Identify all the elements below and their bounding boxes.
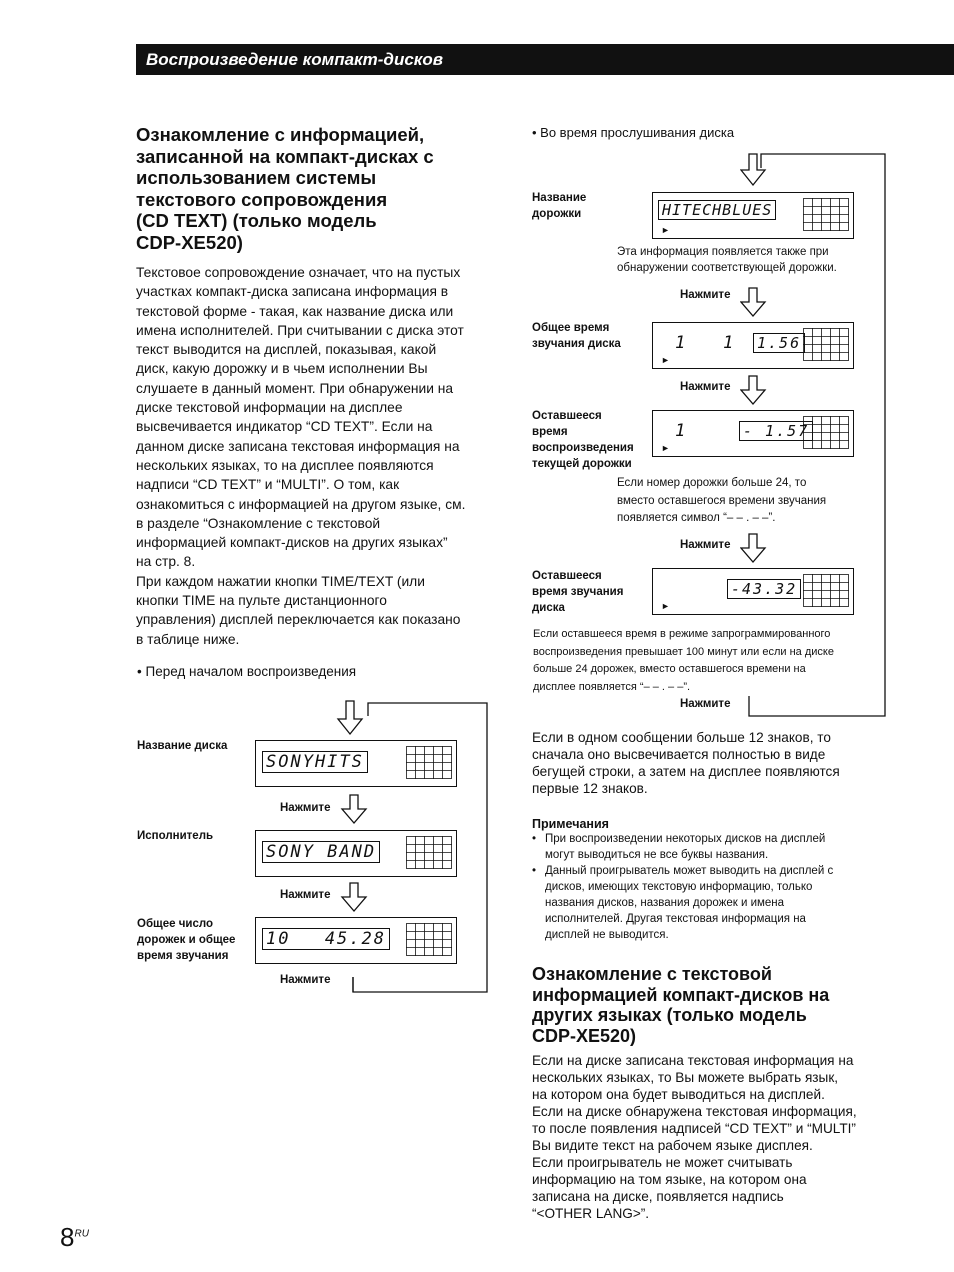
label-line: Общее время xyxy=(532,322,610,334)
heading-line: использованием системы xyxy=(136,167,377,188)
note-track-name xyxy=(617,244,837,276)
press-label: Нажмите xyxy=(280,889,331,901)
page-number-value: 8 xyxy=(60,1222,75,1252)
body-line: информацией компакт-дисков на других языках” xyxy=(136,535,448,551)
label-track-name xyxy=(532,190,586,222)
body-line: Вы видите текст на рабочем языке дисплея. xyxy=(532,1138,813,1153)
lcd-grid-icon xyxy=(803,416,849,449)
note-line: обнаружении соответствующей дорожки. xyxy=(617,262,837,274)
label-line: дорожек и общее xyxy=(137,934,236,946)
label-disc-remaining xyxy=(532,568,623,616)
body-line: в разделе “Ознакомление с текстовой xyxy=(136,515,381,531)
down-arrow-icon xyxy=(741,376,765,404)
press-label: Нажмите xyxy=(680,381,731,393)
lcd-time: 1.56 xyxy=(753,333,805,353)
lcd-track-number: 1 xyxy=(675,421,688,441)
body-line: бегущей строки, а затем на дисплее появляются xyxy=(532,764,840,779)
note-line: больше 24 дорожек, вместо оставшегося времени на xyxy=(533,663,806,675)
section2-heading xyxy=(532,964,912,1046)
down-arrow-icon xyxy=(741,534,765,562)
note-line: дисков, имеющих текстовую информацию, только xyxy=(545,881,813,893)
lcd-text: HITECHBLUES xyxy=(658,200,776,220)
lcd-grid-icon xyxy=(803,574,849,607)
lcd-grid-icon xyxy=(803,328,849,361)
lcd-text: SONYHITS xyxy=(262,751,368,773)
body-line: участках компакт-диска записана информация в xyxy=(136,284,449,300)
heading-line: текстового сопровождения xyxy=(136,188,388,210)
label-line: дорожки xyxy=(532,208,582,220)
scroll-text xyxy=(532,729,840,797)
lcd-track-number: 1 xyxy=(675,333,688,353)
note-line: появляется символ “– – . – –”. xyxy=(617,512,776,524)
heading-line: других языках (только модель xyxy=(532,1005,807,1025)
before-play-bullet-text: Перед началом воспроизведения xyxy=(145,664,357,679)
press-label: Нажмите xyxy=(680,539,731,551)
lcd-time: -43.32 xyxy=(727,579,801,599)
lcd-display-disc-remaining xyxy=(652,568,854,615)
label-total-disc-time xyxy=(532,320,621,352)
body-line: информацию на том языке, на котором она xyxy=(532,1172,807,1187)
before-play-bullet: • Перед началом воспроизведения xyxy=(137,664,357,679)
body-line: имена исполнителей. При считывании с диска этот xyxy=(136,322,464,338)
body-line: записана на диске, появляется надпись xyxy=(532,1189,784,1204)
down-arrow-icon xyxy=(741,288,765,316)
body-line: кнопки TIME на пульте дистанционного xyxy=(136,593,387,609)
body-line: При каждом нажатии кнопки TIME/TEXT (или xyxy=(136,573,425,589)
during-play-bullet: • Во время прослушивания диска xyxy=(532,125,735,140)
body-line: то после появления надписей “CD TEXT” и “MULTI” xyxy=(532,1121,856,1136)
play-indicator-icon: ► xyxy=(661,601,670,611)
body-line: на котором она будет выводиться на дисплей. xyxy=(532,1087,825,1102)
note-item xyxy=(532,831,892,863)
heading-line: Ознакомление с информацией, xyxy=(136,124,425,145)
lcd-display-track-name xyxy=(652,192,854,239)
label-total-tracks-time xyxy=(137,916,235,964)
lcd-display-elapsed xyxy=(652,322,854,369)
body-line: “<OTHER LANG>”. xyxy=(532,1206,650,1221)
body-line: на стр. 8. xyxy=(136,554,196,570)
press-label: Нажмите xyxy=(680,698,731,710)
note-line: дисплее появляется “– – . – –”. xyxy=(533,680,691,693)
note-line: Эта информация появляется также при xyxy=(617,246,829,258)
during-play-bullet-text: Во время прослушивания диска xyxy=(540,125,735,140)
lcd-grid-icon xyxy=(406,923,452,956)
page-number xyxy=(60,1222,89,1253)
page-language-suffix: RU xyxy=(74,1228,89,1240)
body-line: диск, какую дорожку и в чьем исполнении Вы xyxy=(136,361,428,377)
body-line: нескольких языках, то Вы можете выбрать язык, xyxy=(532,1070,839,1085)
note-track-remaining xyxy=(617,475,826,528)
label-line: Название xyxy=(532,192,587,204)
body-line: слушаете в данный момент. При обнаружении на xyxy=(136,380,454,396)
note-line: вместо оставшегося времени звучания xyxy=(617,494,827,507)
heading-line: CDP-XE520) xyxy=(136,231,243,253)
lcd-display-disc-name xyxy=(255,740,457,787)
press-label: Нажмите xyxy=(280,974,331,986)
lcd-time: - 1.57 xyxy=(739,421,813,441)
body-line: надписи “CD TEXT” и “MULTI”. О том, как xyxy=(136,477,400,493)
heading-line: записанной на компакт-дисках с xyxy=(136,145,434,167)
body-line: Текстовое сопровождение означает, что на пустых xyxy=(136,265,461,280)
heading-line: CDP-XE520) xyxy=(532,1025,637,1046)
play-indicator-icon: ► xyxy=(661,443,670,453)
label-disc-name: Название диска xyxy=(137,740,228,752)
label-line: время звучания xyxy=(137,950,229,962)
heading-line: Ознакомление с текстовой xyxy=(532,964,772,984)
body-line: диске текстовой информации на дисплее xyxy=(136,400,403,416)
note-line: Если номер дорожки больше 24, то xyxy=(617,477,807,489)
lcd-total-time: 45.28 xyxy=(324,929,386,949)
body-line: Если в одном сообщении больше 12 знаков, то xyxy=(532,730,831,745)
note-line: • Данный проигрыватель может выводить на дисплей с xyxy=(545,865,834,877)
heading-line: информацией компакт-дисков на xyxy=(532,984,830,1005)
lcd-grid-icon xyxy=(406,746,452,779)
notes-title: Примечания xyxy=(532,817,609,831)
note-line: исполнителей. Другая текстовая информация на xyxy=(545,913,806,925)
lcd-display-artist xyxy=(255,830,457,877)
lcd-grid-icon xyxy=(406,836,452,869)
body-line: высвечивается индикатор “CD TEXT”. Если на xyxy=(136,419,433,435)
press-label: Нажмите xyxy=(680,289,731,301)
body-line: первые 12 знаков. xyxy=(532,781,648,796)
label-line: диска xyxy=(532,602,565,614)
section-header-bar xyxy=(136,44,954,75)
label-line: Оставшееся xyxy=(532,570,602,582)
notes-block xyxy=(532,817,892,943)
body-line: Если на диске записана текстовая информация на xyxy=(532,1053,854,1068)
body-line: управления) дисплей переключается как показано xyxy=(136,612,461,628)
section1-heading xyxy=(136,124,496,253)
note-line: • При воспроизведении некоторых дисков на дисплей xyxy=(545,833,826,845)
section2-body xyxy=(532,1052,857,1222)
label-line: время звучания xyxy=(532,586,624,598)
note-line: названия дисков, названия дорожек и имена xyxy=(545,897,785,909)
body-line: текст выводится на дисплей, показывая, какой xyxy=(136,342,437,358)
body-line: в таблице ниже. xyxy=(136,631,240,647)
down-arrow-icon xyxy=(342,795,366,823)
body-line: текстовой форме - такая, как название диска или xyxy=(136,303,454,319)
note-line: могут выводиться не все буквы названия. xyxy=(545,849,769,861)
label-line: Общее число xyxy=(137,918,214,930)
body-line: нескольких языках, то на дисплее появляются xyxy=(136,457,434,473)
play-indicator-icon: ► xyxy=(661,355,670,365)
lcd-track-count: 10 xyxy=(266,929,291,949)
label-track-remaining xyxy=(532,408,634,472)
down-arrow-icon xyxy=(342,883,366,911)
lcd-text xyxy=(262,928,390,950)
body-line: Если на диске обнаружена текстовая информация, xyxy=(532,1104,857,1119)
label-line: звучания диска xyxy=(532,338,621,350)
label-line: воспроизведения xyxy=(532,442,634,454)
section1-body xyxy=(136,263,496,649)
label-line: время xyxy=(532,426,568,438)
body-line: сначала оно высвечивается полностью в виде xyxy=(532,747,826,762)
label-line: текущей дорожки xyxy=(532,458,632,470)
label-artist: Исполнитель xyxy=(137,830,214,842)
lcd-index-number: 1 xyxy=(723,333,736,353)
body-line: данном диске записана текстовая информация на xyxy=(136,438,460,454)
label-line: Оставшееся xyxy=(532,410,602,422)
down-arrow-icon xyxy=(338,701,362,734)
body-line: Если проигрыватель не может считывать xyxy=(532,1155,793,1170)
section-header-title: Воспроизведение компакт-дисков xyxy=(146,50,444,69)
note-line: воспроизведения превышает 100 минут или если на диске xyxy=(533,645,834,658)
press-label: Нажмите xyxy=(280,802,331,814)
play-indicator-icon: ► xyxy=(661,225,670,235)
note-line: дисплей не выводится. xyxy=(545,929,669,941)
note-item xyxy=(532,863,892,943)
lcd-display-total xyxy=(255,917,457,964)
note-disc-remaining xyxy=(533,626,834,696)
lcd-text: SONY BAND xyxy=(262,841,380,863)
note-line: Если оставшееся время в режиме запрограммированного xyxy=(533,628,831,640)
lcd-display-track-remaining xyxy=(652,410,854,457)
lcd-grid-icon xyxy=(803,198,849,231)
heading-line: (CD TEXT) (только модель xyxy=(136,210,377,231)
notes-list xyxy=(532,831,892,943)
body-line: ознакомиться с информацией на другом языке, см. xyxy=(136,496,466,512)
